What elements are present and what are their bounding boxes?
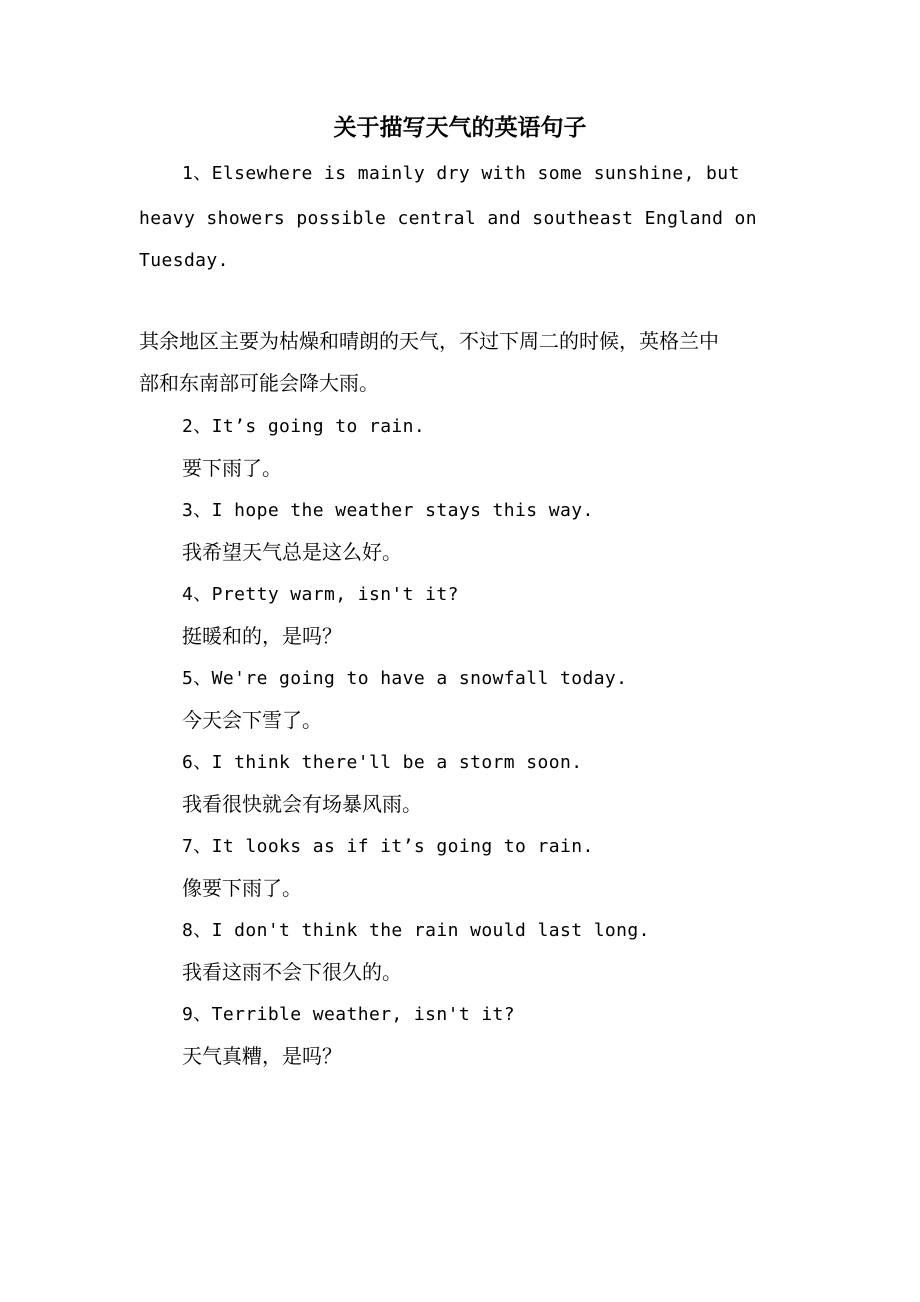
sentence-1-en-line-3: Tuesday. bbox=[139, 250, 229, 271]
sentence-5-en: 5、We're going to have a snowfall today. bbox=[182, 668, 628, 689]
sentence-1-zh-line-1: 其余地区主要为枯燥和晴朗的天气，不过下周二的时候，英格兰中 bbox=[139, 329, 719, 353]
sentence-3-zh: 我希望天气总是这么好。 bbox=[182, 540, 402, 564]
sentence-3-en: 3、I hope the weather stays this way. bbox=[182, 500, 594, 521]
sentence-2-en: 2、It’s going to rain. bbox=[182, 416, 426, 437]
page-title: 关于描写天气的英语句子 bbox=[333, 115, 587, 141]
sentence-4-zh: 挺暖和的，是吗？ bbox=[182, 624, 342, 648]
sentence-5-zh: 今天会下雪了。 bbox=[182, 708, 322, 732]
sentence-9-en: 9、Terrible weather, isn't it? bbox=[182, 1004, 516, 1025]
sentence-1-zh-line-2: 部和东南部可能会降大雨。 bbox=[139, 371, 379, 395]
sentence-4-en: 4、Pretty warm, isn't it? bbox=[182, 584, 459, 605]
sentence-8-zh: 我看这雨不会下很久的。 bbox=[182, 960, 402, 984]
sentence-1-en-line-2: heavy showers possible central and southeast England on bbox=[139, 208, 758, 229]
sentence-6-zh: 我看很快就会有场暴风雨。 bbox=[182, 792, 422, 816]
sentence-6-en: 6、I think there'll be a storm soon. bbox=[182, 752, 583, 773]
sentence-1-en-line-1: 1、Elsewhere is mainly dry with some sunshine, but bbox=[182, 163, 740, 184]
sentence-2-zh: 要下雨了。 bbox=[182, 456, 282, 480]
sentence-8-en: 8、I don't think the rain would last long. bbox=[182, 920, 650, 941]
sentence-7-en: 7、It looks as if it’s going to rain. bbox=[182, 836, 594, 857]
sentence-7-zh: 像要下雨了。 bbox=[182, 876, 302, 900]
sentence-9-zh: 天气真糟，是吗？ bbox=[182, 1044, 342, 1068]
